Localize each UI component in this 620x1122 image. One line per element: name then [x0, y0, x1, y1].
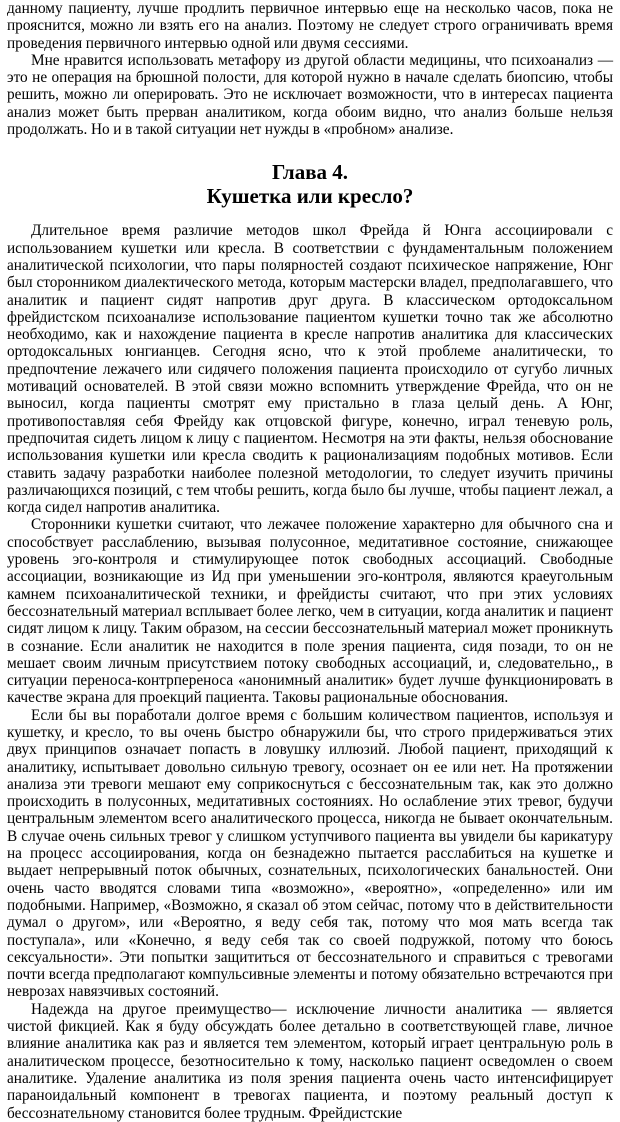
paragraph: Длительное время различие методов школ Фрейда й Юнга ассоциировали с использованием кушетки или кресла. В соответствии с фундаментальным положением аналитической психологии, что пары полярностей создают психическое напряжение, Юнг был сторонником диалектического метода, которым мастерски владел, предполагавшего, что аналитик и пациент сидят напротив друг друга. В классическом ортодоксальном фрейдистском психоанализе использование пациентом кушетки точно так же абсолютно необходимо, как и нахождение пациента в кресле напротив аналитика для классических ортодоксальных юнгианцев. Сегодня ясно, что к этой проблеме аналитически, то предпочтение лежачего или сидячего положения пациента происходило от сугубо личных мотиваций основателей. В этой связи можно вспомнить утверждение Фрейда, что он не выносил, когда пациенты смотрят ему пристально в глаза целый день. А Юнг, противопоставляя себя Фрейду как отцовской фигуре, конечно, играл теневую роль, предпочитая сидеть лицом к лицу с пациентом. Несмотря на эти факты, нельзя обоснование использования кушетки или кресла сводить к рационализациям подобных мотивов. Если ставить задачу разработки наиболее полезной методологии, то следует изучить причины различающихся позиций, с тем чтобы решить, когда было бы лучше, чтобы пациент лежал, а когда сидел напротив аналитика. — [7, 222, 613, 517]
paragraph: Надежда на другое преимущество— исключение личности аналитика — является чистой фикцией. Как я буду обсуждать более детально в соответствующей главе, личное влияние аналитика как раз и является тем элементом, который играет центральную роль в аналитическом процессе, безотносительно к тому, насколько пациент осведомлен о своем аналитике. Удаление аналитика из поля зрения пациента очень часто интенсифицирует параноидальный компонент в тревогах пациента, и поэтому реальный доступ к бессознательному становится более трудным. Фрейдистские — [7, 1000, 613, 1122]
paragraph: данному пациенту, лучше продлить первичное интервью еще на несколько часов, пока не прояснится, можно ли взять его на анализ. Поэтому не следует строго ограничивать время проведения первичного интервью одной или двумя сессиями. — [7, 0, 613, 52]
paragraph: Если бы вы поработали долгое время с большим количеством пациентов, используя и кушетку, и кресло, то вы очень быстро обнаружили бы, что строго придерживаться этих двух принципов означает попасть в ловушку иллюзий. Любой пациент, приходящий к аналитику, испытывает довольно сильную тревогу, осознает он ее или нет. На протяжении анализа эти тревоги мешают ему соприкоснуться с бессознательным так, как это должно происходить в полусонных, медитативных состояниях. Но ослабление этих тревог, будучи центральным элементом всего аналитического процесса, никогда не бывает окончательным. В случае очень сильных тревог у слишком уступчивого пациента вы увидели бы карикатуру на процесс ассоциирования, когда он безнадежно пытается расслабиться на кушетке и выдает непрерывный поток обычных, сознательных, психологических банальностей. Они очень часто вводятся словами типа «возможно», «вероятно», «определенно» или им подобными. Например, «Возможно, я сказал об этом сейчас, потому что в действительности думал о другом», или «Вероятно, я веду себя так, потому что моя мать всегда так поступала», или «Конечно, я веду себя так со своей подружкой, потому что боюсь сексуальности». Эти попытки защититься от бессознательного и справиться с тревогами почти всегда предполагают компульсивные элементы и потому обязательно встречаются при неврозах навязчивых состояний. — [7, 706, 613, 1001]
paragraph: Сторонники кушетки считают, что лежачее положение характерно для обычного сна и способствует расслаблению, вызывая полусонное, медитативное состояние, снижающее уровень эго-контроля и стимулирующее поток свободных ассоциаций. Свободные ассоциации, возникающие из Ид при уменьшении эго-контроля, являются краеугольным камнем психоаналитической техники, и фрейдисты считают, что при этих условиях бессознательный материал всплывает более легко, чем в ситуации, когда аналитик и пациент сидят лицом к лицу. Таким образом, на сессии бессознательный материал может проникнуть в сознание. Если аналитик не находится в поле зрения пациента, сидя позади, то он не мешает своим личным присутствием потоку свободных ассоциаций, и, следовательно,, в ситуации переноса-контрпереноса «анонимный аналитик» будет лучше функционировать в качестве экрана для проекций пациента. Таковы рациональные обоснования. — [7, 516, 613, 707]
chapter-title: Кушетка или кресло? — [206, 184, 414, 209]
chapter-heading — [7, 160, 613, 208]
paragraph: Мне нравится использовать метафору из другой области медицины, что психоанализ — это не операция на брюшной полости, для которой нужно в начале сделать биопсию, чтобы решить, можно ли оперировать. Это не исключает возможности, что в интересах пациента анализ может быть прерван аналитиком, когда обоим видно, что анализ больше нельзя продолжать. Но и в такой ситуации нет нужды в «пробном» анализе. — [7, 51, 613, 139]
chapter-number: Глава 4. — [271, 160, 349, 185]
